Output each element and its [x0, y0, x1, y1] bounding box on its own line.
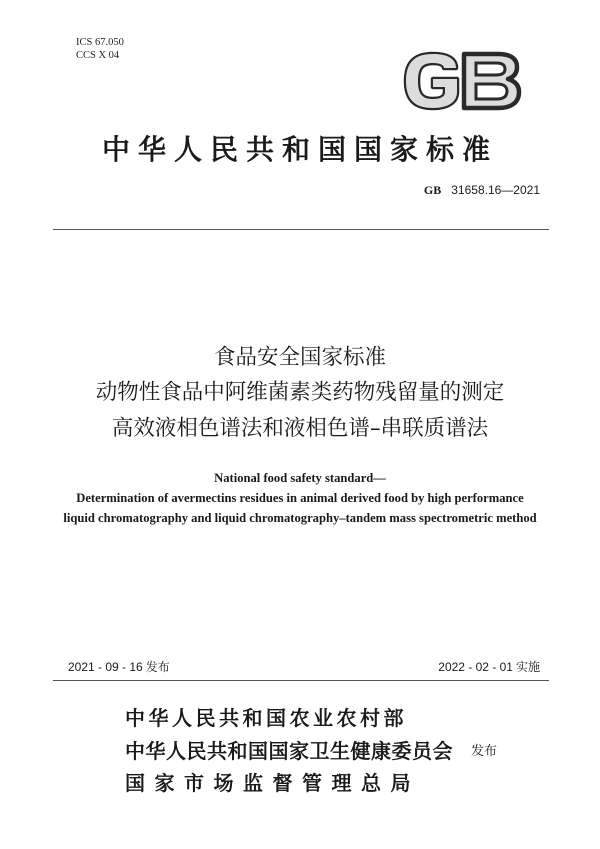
implement-date-label: 实施 [515, 660, 540, 674]
org-title: 中华人民共和国国家标准 [101, 133, 498, 166]
bottom-divider [53, 680, 549, 681]
title-en-line-3: liquid chromatography and liquid chromatography–tandem mass spectrometric method [63, 511, 537, 525]
title-cn-line-2: 动物性食品中阿维菌素类药物残留量的测定 [95, 380, 505, 405]
title-en-line-1: National food safety standard— [214, 471, 386, 485]
issue-date-value: 2021 - 09 - 16 [68, 660, 143, 674]
issuer-health-commission: 中华人民共和国国家卫生健康委员会 [125, 739, 453, 763]
standard-code: 31658.16—2021 [451, 183, 540, 197]
implement-date-value: 2022 - 02 - 01 [438, 660, 513, 674]
title-cn-line-1: 食品安全国家标准 [213, 345, 386, 370]
ics-code: ICS 67.050 [76, 37, 124, 48]
issue-date-label: 发布 [145, 660, 170, 674]
title-en-line-2: Determination of avermectins residues in animal derived food by high performance [76, 491, 524, 505]
standard-number [424, 183, 540, 198]
issuer-market-regulation: 国家市场监督管理总局 [125, 771, 420, 795]
classification-codes [76, 36, 124, 62]
ccs-code: CCS X 04 [76, 50, 120, 61]
issuer-ministry-agriculture: 中华人民共和国农业农村部 [125, 706, 407, 730]
implement-date [438, 658, 540, 675]
issue-date [68, 658, 170, 675]
standard-prefix: GB [423, 183, 442, 197]
top-divider [53, 229, 549, 230]
gb-logo [400, 48, 524, 114]
title-cn-line-3: 高效液相色谱法和液相色谱–串联质谱法 [111, 416, 489, 441]
publish-label: 发布 [471, 744, 498, 759]
